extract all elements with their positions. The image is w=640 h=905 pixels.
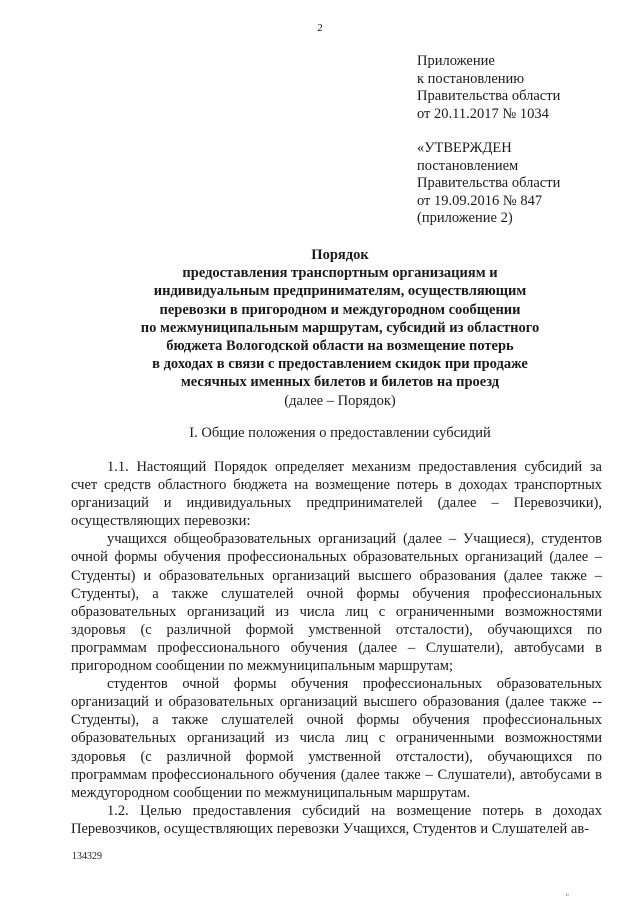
title-line: в доходах в связи с предоставлением скидок при продаже — [152, 356, 528, 373]
appendix-line: от 20.11.2017 № 1034 — [417, 105, 549, 122]
appendix-line: Приложение — [417, 53, 495, 69]
title-heading: Порядок — [311, 247, 369, 263]
title-line: бюджета Вологодской области на возмещение потерь — [166, 338, 514, 355]
appendix-line: Правительства области — [417, 88, 561, 104]
section-heading: I. Общие положения о предоставлении субсидий — [189, 425, 491, 441]
appendix-line: к постановлению — [417, 70, 525, 87]
body-text — [71, 458, 602, 838]
document-code: 134329 — [72, 851, 102, 862]
paragraph: учащихся общеобразовательных организаций (далее – Учащиеся), студентов очной формы обучения профессиональных образовательных организаций (далее – Студенты) и образовательных организаций высшего образования (далее также – Студенты), а также слушателей очной формы обучения профессиональных образовательных организаций из числа лиц с ограниченными возможностями здоровья (с различной формой умственной отсталости), обучающихся по программам профессионального обучения (далее – Слушатели), автобусами в пригородном сообщении по межмуниципальным маршрутам; — [71, 531, 602, 675]
approval-line: постановлением — [417, 157, 519, 174]
corner-mark: ıı — [566, 893, 569, 898]
page-number: 2 — [317, 22, 323, 34]
paragraph: 1.2. Целью предоставления субсидий на возмещение потерь в доходах Перевозчиков, осуществляющих перевозки Учащихся, Студентов и Слушателей ав- — [71, 802, 602, 837]
approval-line: Правительства области — [417, 175, 561, 191]
title-line: по межмуниципальным маршрутам, субсидий из областного — [140, 319, 540, 336]
title-line: индивидуальным предпринимателям, осуществляющим — [153, 283, 527, 300]
paragraph: 1.1. Настоящий Порядок определяет механизм предоставления субсидий за счет средств областного бюджета на возмещение потерь в доходах транспортных организаций и индивидуальных предпринимателей (далее – Перевозчики), осуществляющих перевозки: — [71, 459, 602, 530]
title-line: месячных именных билетов и билетов на проезд — [180, 374, 500, 391]
appendix-note — [417, 53, 560, 123]
approval-stamp — [417, 140, 560, 228]
paragraph: студентов очной формы обучения профессиональных образовательных организаций и образовательных организаций высшего образования (далее также -- Студенты), а также слушателей очной формы обучения профессиональных образовательных организаций из числа лиц с ограниченными возможностями здоровья (с различной формой умственной отсталости), обучающихся по программам профессионального обучения (далее также – Слушатели), автобусами в междугородном сообщении по межмуниципальным маршрутам. — [71, 676, 602, 801]
document-title — [60, 246, 620, 410]
title-line: предоставления транспортным организациям и — [182, 265, 498, 282]
title-line: перевозки в пригородном и междугородном сообщении — [159, 301, 521, 318]
approval-line: «УТВЕРЖДЕН — [417, 140, 512, 156]
title-abbreviation: (далее – Порядок) — [284, 392, 396, 409]
approval-line: от 19.09.2016 № 847 — [417, 192, 543, 209]
approval-line: (приложение 2) — [417, 210, 513, 226]
